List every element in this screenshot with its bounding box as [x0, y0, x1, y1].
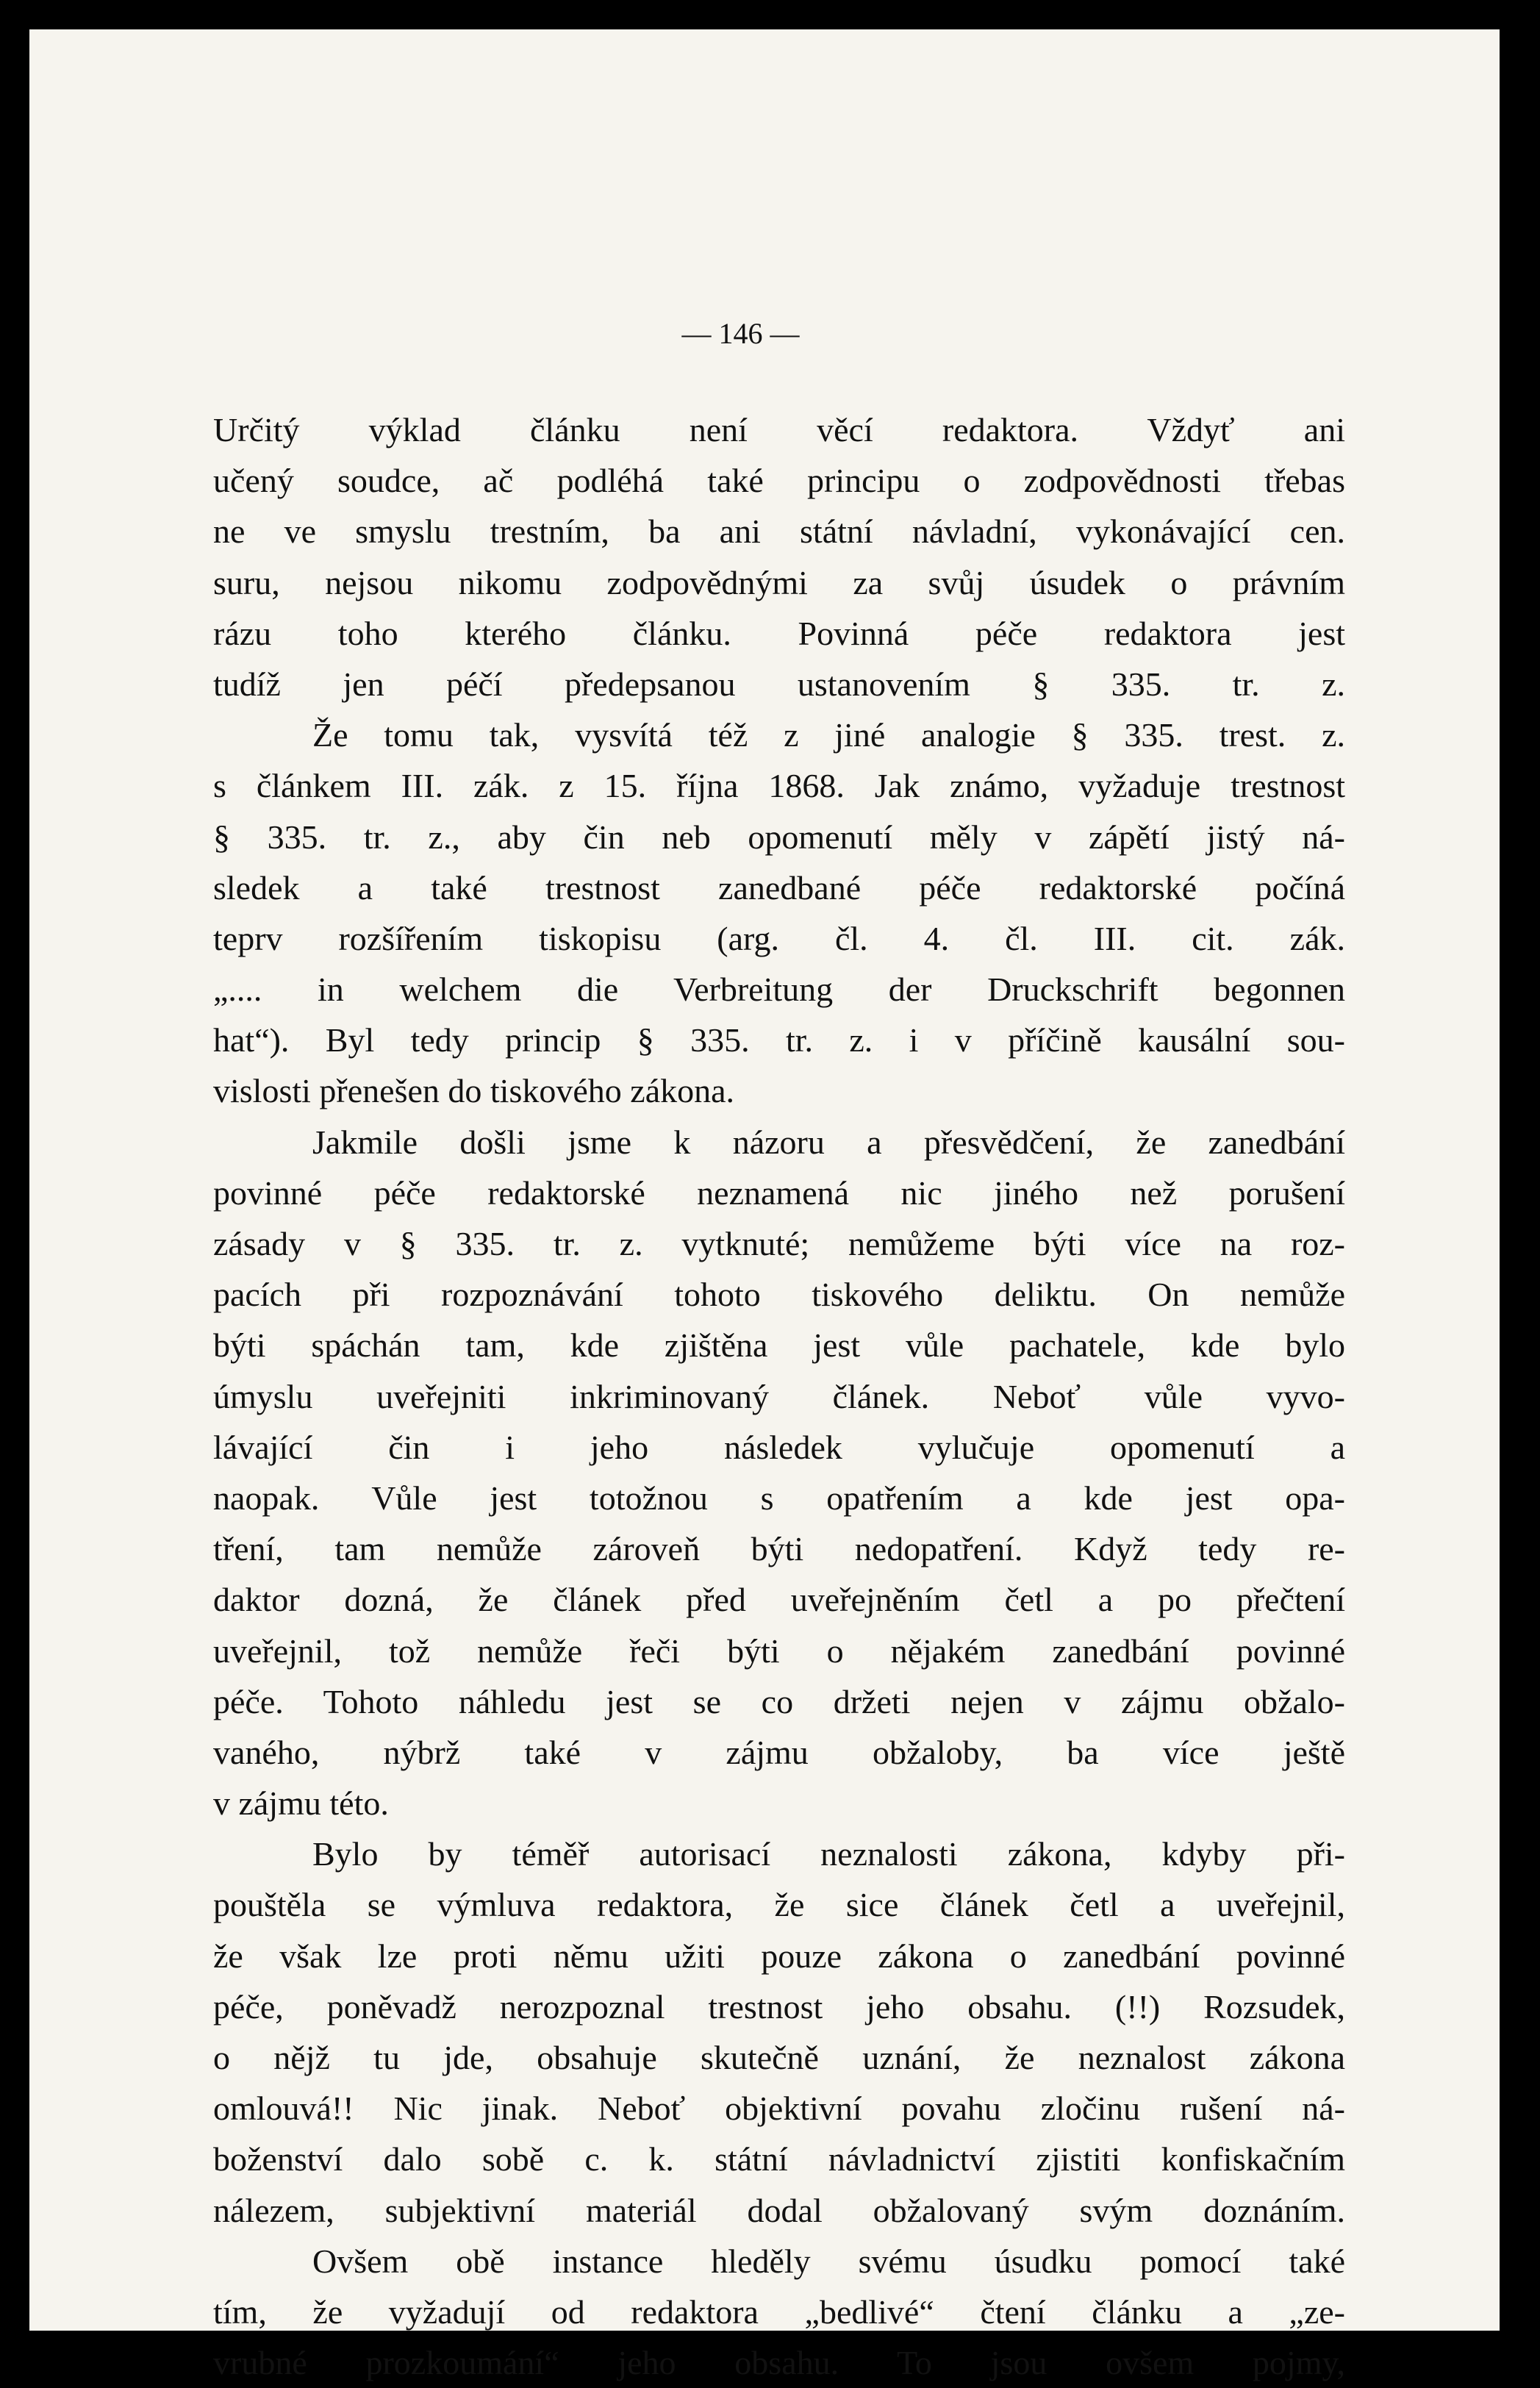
text-line: péče. Tohoto náhledu jest se co držeti nejen v zájmu obžalo-	[213, 1682, 1345, 1720]
text-line: Jakmile došli jsme k názoru a přesvědčení, že zanedbání	[312, 1123, 1345, 1161]
text-line: tudíž jen péčí předepsanou ustanovením § 335. tr. z.	[213, 665, 1345, 703]
text-line: o nějž tu jde, obsahuje skutečně uznání, že neznalost zákona	[213, 2039, 1345, 2076]
text-line: uveřejnil, tož nemůže řeči býti o nějakém zanedbání povinné	[213, 1631, 1345, 1670]
text-line: Určitý výklad článku není věcí redaktora. Vždyť ani	[213, 411, 1345, 448]
text-line: úmyslu uveřejniti inkriminovaný článek. Neboť vůle vyvo-	[213, 1377, 1345, 1415]
text-line: vaného, nýbrž také v zájmu obžaloby, ba více ještě	[213, 1733, 1345, 1771]
text-line: tím, že vyžadují od redaktora „bedlivé“ čtení článku a „ze-	[213, 2292, 1345, 2331]
text-line: býti spáchán tam, kde zjištěna jest vůle pachatele, kde bylo	[213, 1326, 1345, 1365]
text-line: nálezem, subjektivní materiál dodal obžalovaný svým doznáním.	[213, 2191, 1345, 2229]
text-line: boženství dalo sobě c. k. státní návladnictví zjistiti konfiskačním	[213, 2140, 1345, 2178]
text-line: § 335. tr. z., aby čin neb opomenutí měly v zápětí jistý ná-	[213, 818, 1345, 856]
text-line: pouštěla se výmluva redaktora, že sice článek četl a uveřejnil,	[213, 1886, 1345, 1924]
text-line: Bylo by téměř autorisací neznalosti zákona, kdyby při-	[312, 1835, 1345, 1873]
text-line: zásady v § 335. tr. z. vytknuté; nemůžeme býti více na roz-	[213, 1225, 1345, 1262]
text-line: že však lze proti němu užiti pouze zákona o zanedbání povinné	[213, 1937, 1345, 1975]
body-text	[213, 404, 1345, 2388]
text-line: sledek a také trestnost zanedbané péče redaktorské počíná	[213, 868, 1345, 907]
text-line: tření, tam nemůže zároveň býti nedopatření. Když tedy re-	[213, 1530, 1345, 1568]
text-line: vislosti přenešen do tiskového zákona.	[213, 1072, 735, 1110]
text-line: hat“). Byl tedy princip § 335. tr. z. i v příčině kausální sou-	[213, 1021, 1345, 1059]
text-line: „.... in welchem die Verbreitung der Druckschrift begonnen	[213, 970, 1345, 1009]
text-line: naopak. Vůle jest totožnou s opatřením a kde jest opa-	[213, 1479, 1345, 1517]
text-line: učený soudce, ač podléhá také principu o zodpovědnosti třebas	[213, 462, 1345, 500]
text-line: rázu toho kterého článku. Povinná péče redaktora jest	[213, 614, 1345, 652]
text-line: suru, nejsou nikomu zodpovědnými za svůj úsudek o právním	[213, 563, 1345, 601]
text-line: vrubné prozkoumání“ jeho obsahu. To jsou ovšem pojmy,	[213, 2344, 1345, 2382]
text-line: omlouvá!! Nic jinak. Neboť objektivní povahu zločinu rušení ná-	[213, 2090, 1345, 2128]
text-line: daktor dozná, že článek před uveřejněním četl a po přečtení	[213, 1581, 1345, 1619]
text-line: povinné péče redaktorské neznamená nic jiného než porušení	[213, 1173, 1345, 1212]
text-line: ne ve smyslu trestním, ba ani státní návladní, vykonávající cen.	[213, 512, 1345, 551]
text-line: Že tomu tak, vysvítá též z jiné analogie § 335. trest. z.	[312, 716, 1345, 754]
text-line: v zájmu této.	[213, 1784, 389, 1823]
page-number: — 146 —	[681, 317, 800, 350]
text-line: péče, poněvadž nerozpoznal trestnost jeho obsahu. (!!) Rozsudek,	[213, 1987, 1345, 2026]
text-line: teprv rozšířením tiskopisu (arg. čl. 4. čl. III. cit. zák.	[213, 919, 1345, 957]
text-line: Ovšem obě instance hleděly svému úsudku pomocí také	[312, 2242, 1345, 2280]
text-line: lávající čin i jeho následek vylučuje opomenutí a	[213, 1428, 1345, 1466]
text-line: pacích při rozpoznávání tohoto tiskového deliktu. On nemůže	[213, 1276, 1345, 1314]
text-line: s článkem III. zák. z 15. října 1868. Jak známo, vyžaduje trestnost	[213, 767, 1345, 805]
